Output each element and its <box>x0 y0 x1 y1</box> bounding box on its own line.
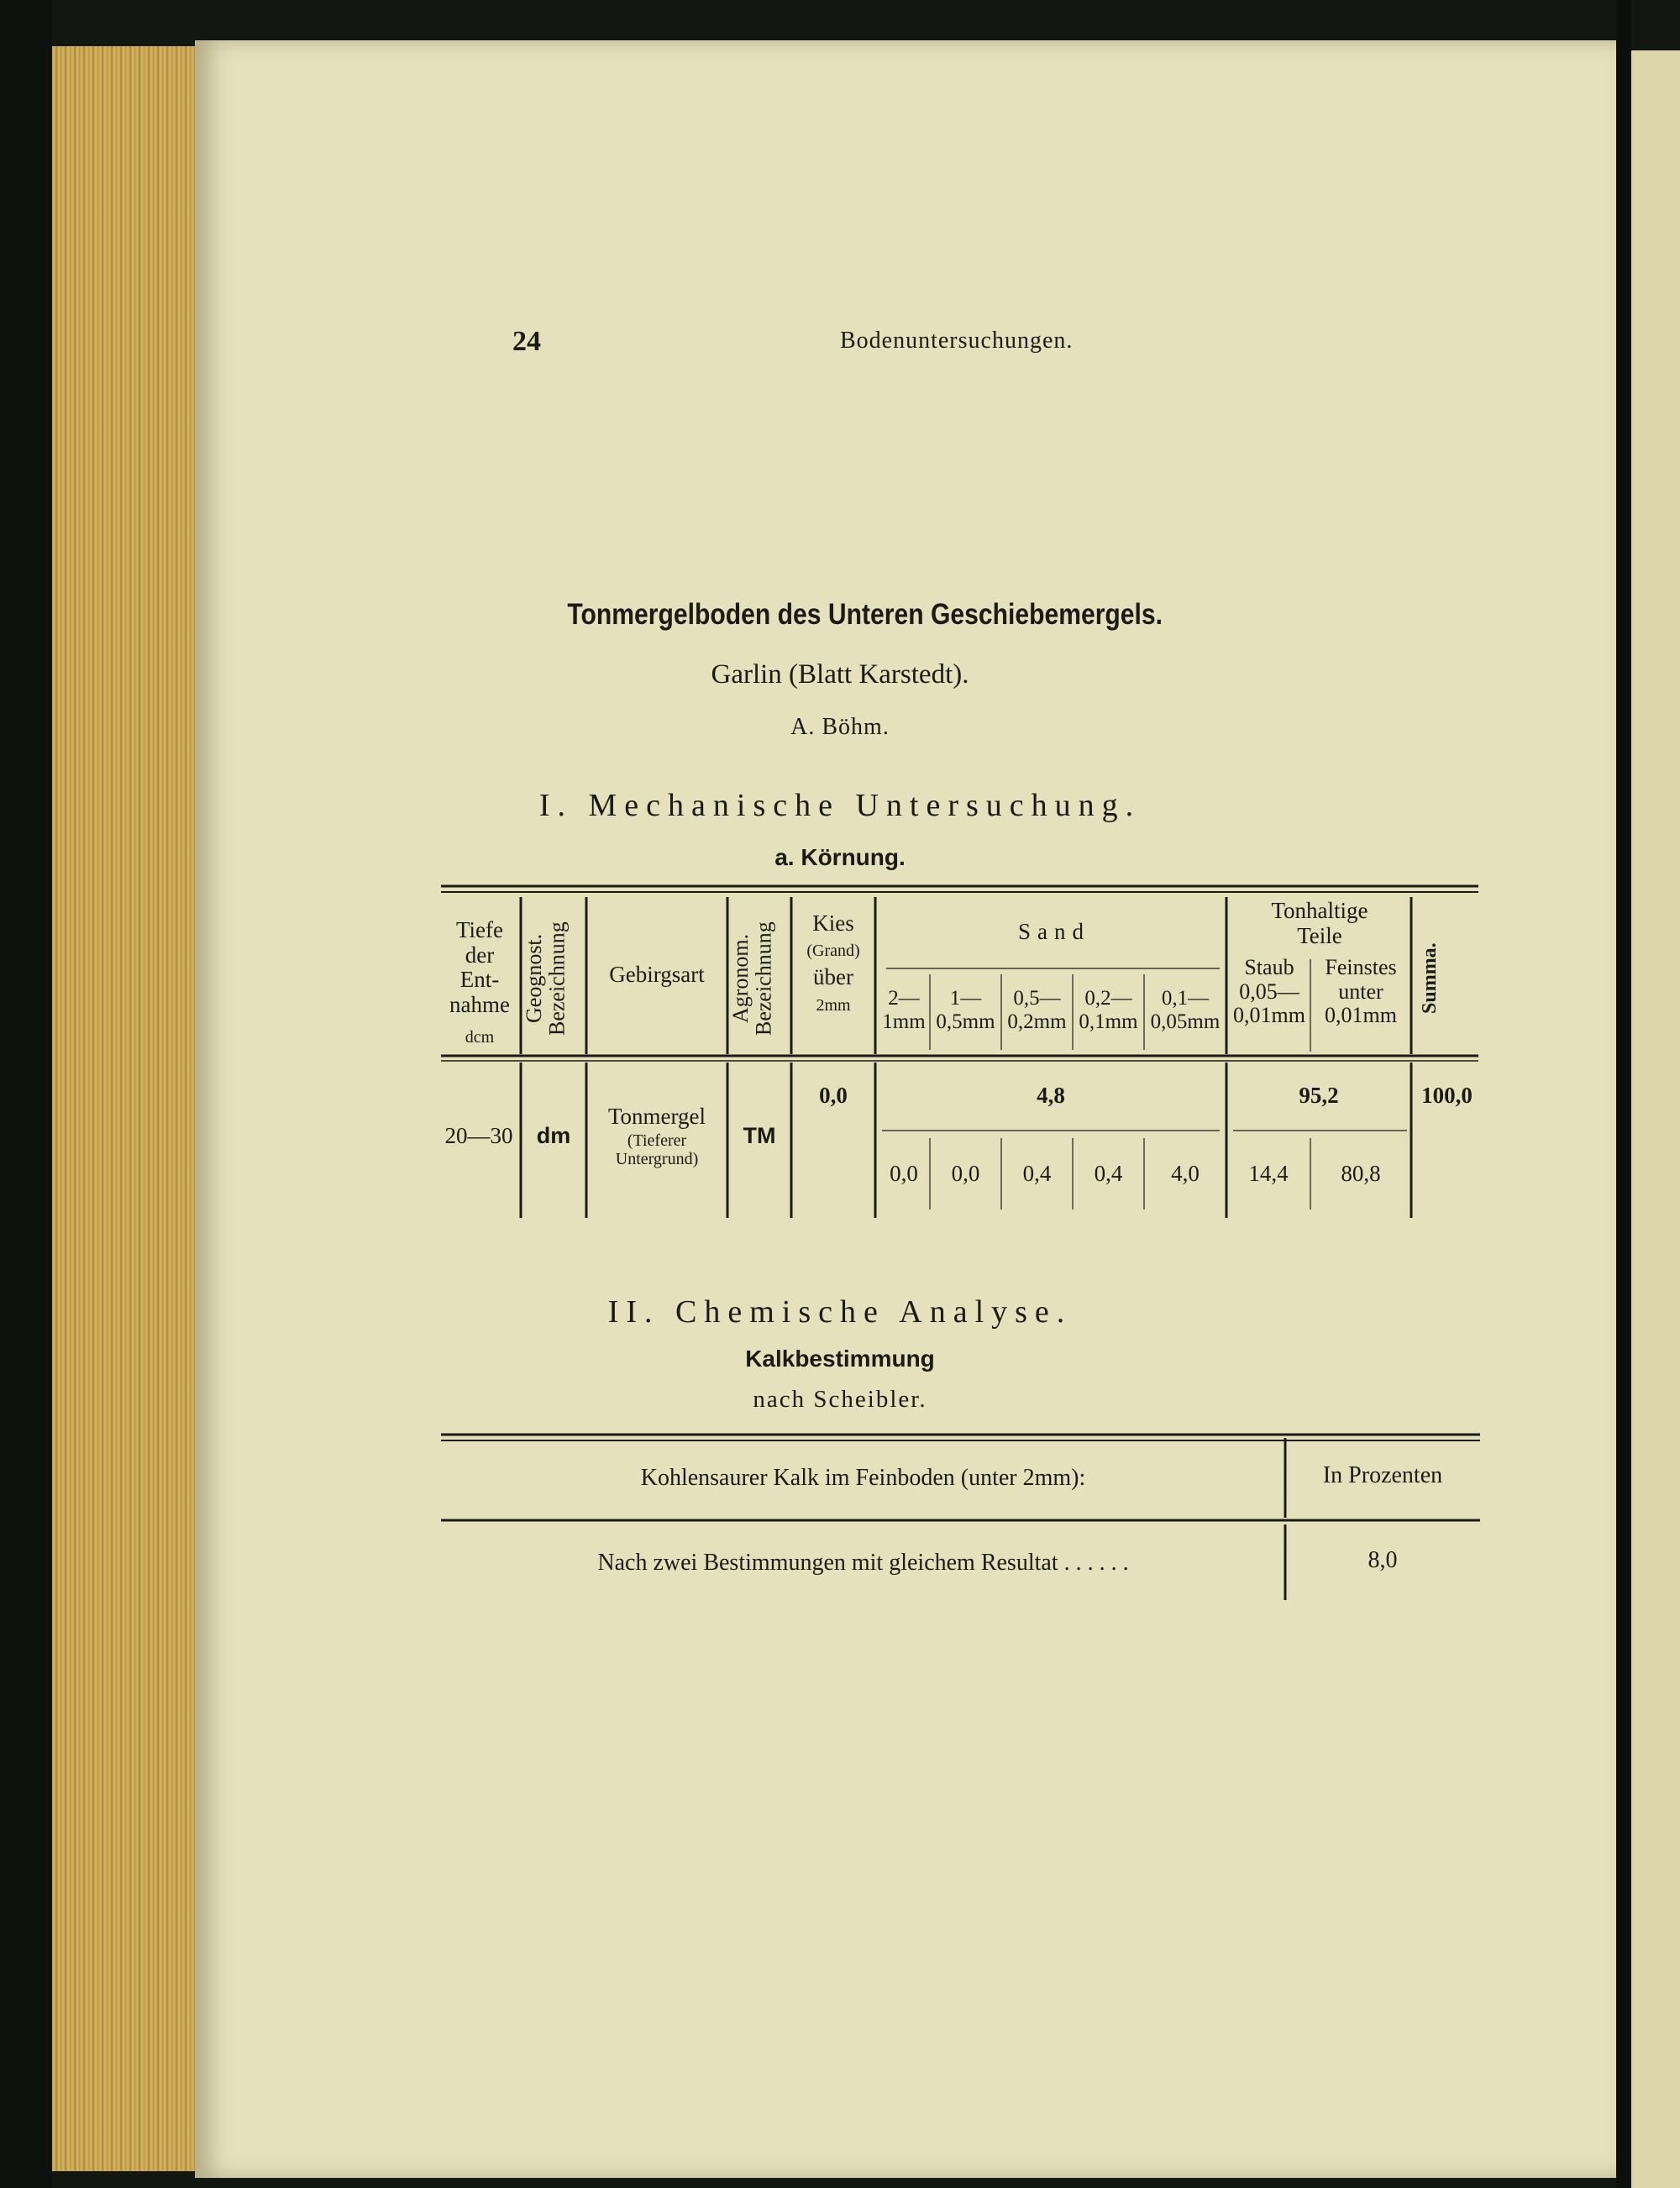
header-tonhaltige-line1: Tonhaltige <box>1271 898 1368 923</box>
kalk-col1-header: Kohlensaurer Kalk im Feinboden (unter 2mm): <box>640 1465 1086 1491</box>
header-kies-line2: (Grand) <box>806 941 860 960</box>
header-tiefe-line1: Tiefe <box>455 917 503 942</box>
header-geognost: Geognost. Bezeichnung <box>522 921 570 1036</box>
kalk-col2-header: In Prozenten <box>1322 1462 1443 1488</box>
location: Garlin (Blatt Karstedt). <box>711 659 969 690</box>
cell-sand-1-05: 0,0 <box>951 1161 980 1186</box>
kalk-row-label: Nach zwei Bestimmungen mit gleichem Resultat . . . . . . <box>597 1550 1129 1576</box>
page-title: Tonmergelboden des Unteren Geschiebemergels. <box>567 598 1163 631</box>
cell-gebirgsart-note1: (Tieferer <box>627 1131 687 1150</box>
header-sand-1-05: 1— 0,5mm <box>936 987 995 1033</box>
cell-agronom: TM <box>743 1123 776 1148</box>
cell-sand-01-005: 4,0 <box>1171 1161 1200 1186</box>
header-kies <box>791 911 875 1015</box>
header-staub-line1: Staub <box>1244 955 1294 979</box>
header-sand-05-02: 0,5— 0,2mm <box>1007 987 1067 1033</box>
header-tiefe-line4: nahme <box>449 992 510 1018</box>
cell-gebirgsart-name: Tonmergel <box>607 1104 706 1129</box>
cell-gebirgsart-note2: Untergrund) <box>615 1149 699 1168</box>
header-tonhaltige-line2: Teile <box>1297 922 1342 948</box>
cell-tiefe: 20—30 <box>444 1123 513 1148</box>
section1-subheading: a. Körnung. <box>774 844 906 870</box>
section1-heading: I. Mechanische Untersuchung. <box>538 788 1142 823</box>
header-kies-line3: über <box>813 963 853 989</box>
header-tiefe-line3: Ent- <box>459 967 500 993</box>
header-feinstes-line3: 0,01mm <box>1325 1003 1397 1028</box>
header-feinstes-line1: Feinstes <box>1325 955 1397 979</box>
page-number: 24 <box>512 326 541 357</box>
analyst: A. Böhm. <box>790 714 890 740</box>
section2-subheading: Kalkbestimmung <box>745 1346 935 1372</box>
header-gebirgsart: Gebirgsart <box>609 962 705 987</box>
header-sand-01-005: 0,1— 0,05mm <box>1150 987 1221 1033</box>
header-agronom: Agronom. Bezeichnung <box>728 921 776 1036</box>
header-feinstes-line2: unter <box>1338 979 1383 1004</box>
cell-summa: 100,0 <box>1421 1083 1473 1108</box>
cell-sand-2-1: 0,0 <box>890 1161 918 1186</box>
section2-method: nach Scheibler. <box>753 1386 927 1413</box>
kalk-row-value: 8,0 <box>1368 1547 1398 1573</box>
running-head: Bodenuntersuchungen. <box>840 328 1074 354</box>
cell-ton-total: 95,2 <box>1299 1083 1339 1108</box>
header-kies-line1: Kies <box>812 910 854 936</box>
header-sand: Sand <box>1018 919 1090 944</box>
header-feinstes <box>1310 956 1411 1028</box>
header-tiefe-unit: dcm <box>465 1027 495 1047</box>
header-sand-02-01: 0,2— 0,1mm <box>1079 987 1138 1033</box>
section2-heading: II. Chemische Analyse. <box>607 1294 1073 1330</box>
cell-feinstes: 80,8 <box>1341 1161 1381 1186</box>
header-kies-line4: 2mm <box>816 996 851 1015</box>
header-staub <box>1228 956 1310 1028</box>
cell-gebirgsart <box>586 1104 727 1168</box>
cell-sand-total: 4,8 <box>1037 1083 1065 1108</box>
cell-staub: 14,4 <box>1248 1161 1289 1186</box>
header-summa: Summa. <box>1419 942 1441 1015</box>
header-tiefe-line2: der <box>465 942 495 968</box>
header-tiefe <box>438 918 521 1047</box>
header-tonhaltige <box>1228 899 1411 948</box>
cell-kies: 0,0 <box>819 1083 848 1108</box>
header-staub-line3: 0,01mm <box>1233 1003 1305 1028</box>
header-staub-line2: 0,05— <box>1239 979 1299 1004</box>
header-sand-2-1: 2— 1mm <box>882 987 926 1033</box>
cell-geognost: dm <box>536 1123 571 1148</box>
cell-sand-02-01: 0,4 <box>1094 1161 1123 1186</box>
cell-sand-05-02: 0,4 <box>1022 1161 1052 1186</box>
